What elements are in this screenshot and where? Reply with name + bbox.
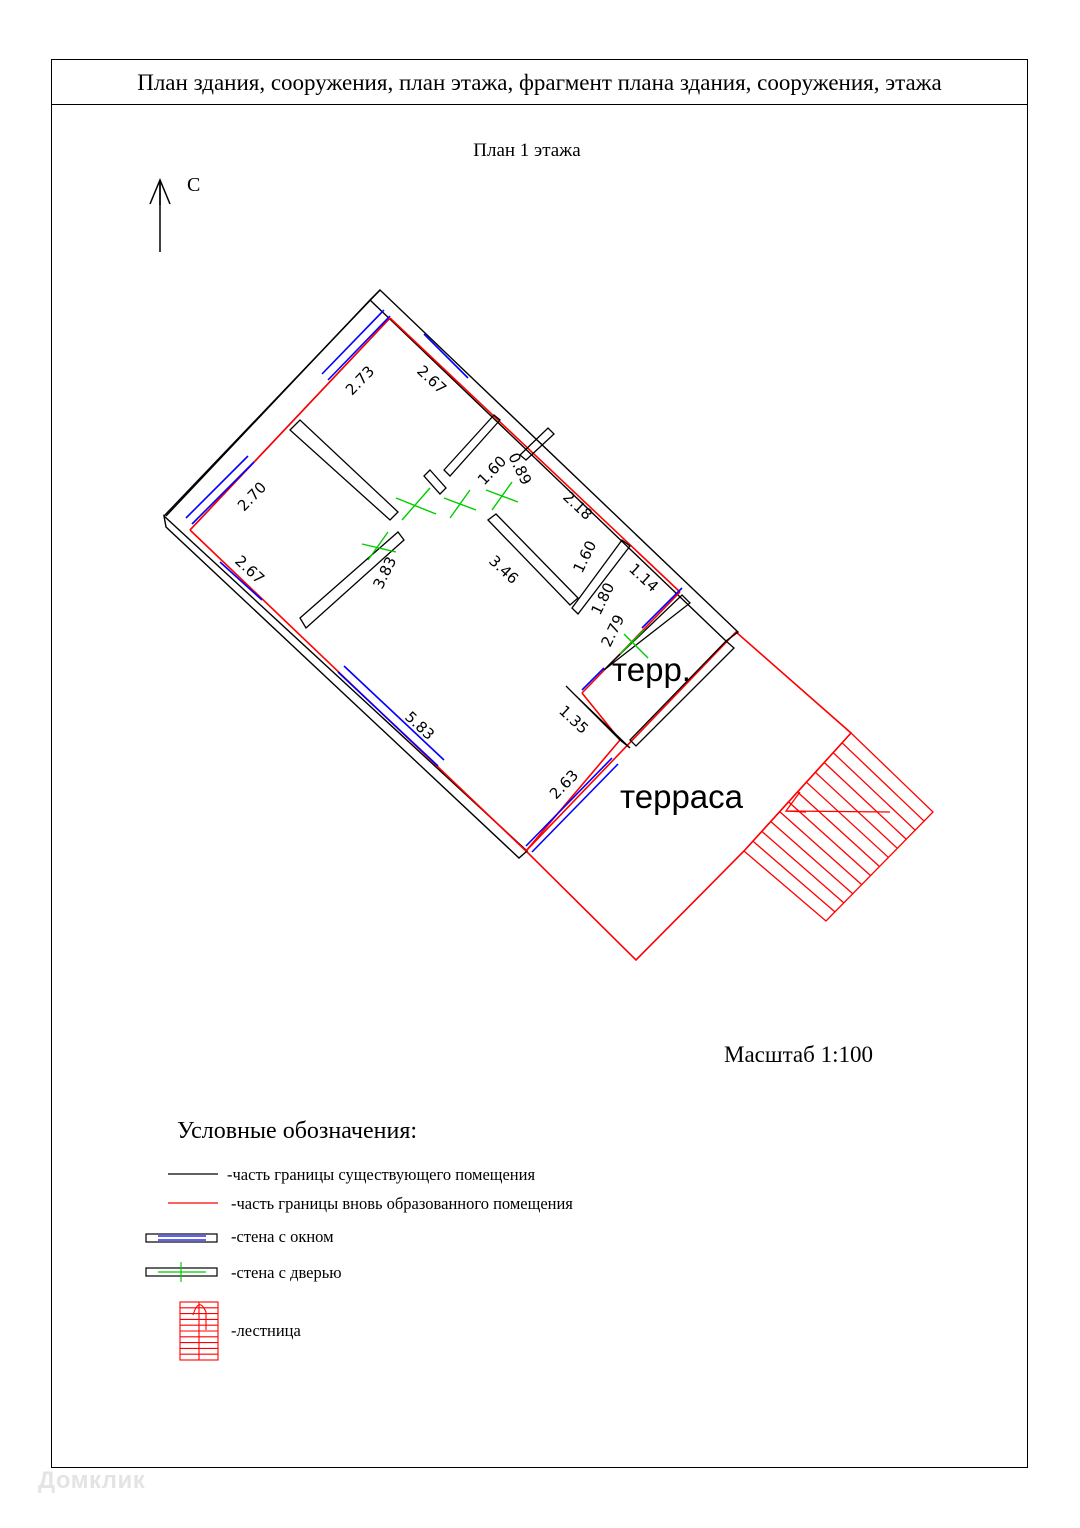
legend-window-icon: [146, 1234, 217, 1242]
dim-label: 5.83: [401, 707, 438, 744]
dim-label: 3.46: [485, 551, 522, 588]
dim-label: 0.89: [504, 449, 536, 488]
legend-item-door: -стена с дверью: [231, 1263, 342, 1282]
dim-label: 3.83: [369, 553, 401, 592]
dim-label: 2.67: [231, 551, 268, 588]
dim-label: 1.35: [555, 701, 592, 738]
dim-label: 1.14: [625, 559, 662, 596]
dim-label: 2.79: [597, 611, 629, 650]
dim-label: 2.70: [233, 478, 271, 515]
legend-item-new: -часть границы вновь образованного помещения: [231, 1194, 573, 1213]
dim-label: 2.67: [413, 361, 450, 398]
legend-symbols: [146, 1174, 218, 1360]
dim-label: 2.18: [559, 487, 596, 524]
legend-title: Условные обозначения:: [177, 1118, 418, 1144]
stair-tread: [762, 831, 844, 903]
legend-item-window: -стена с окном: [231, 1227, 334, 1246]
dim-label: 1.60: [473, 452, 511, 489]
scale-label: Масштаб 1:100: [724, 1042, 873, 1067]
watermark-logo: Домклик: [38, 1467, 146, 1494]
plan-subtitle: План 1 этажа: [473, 140, 581, 161]
legend-item-stair: -лестница: [231, 1321, 301, 1340]
legend-item-existing: -часть границы существующего помещения: [227, 1165, 536, 1184]
stair-tread: [771, 822, 853, 894]
stair-tread: [780, 812, 862, 885]
dim-label: 2.73: [341, 362, 379, 399]
legend-door-icon: [146, 1262, 217, 1282]
terrace-stair: [744, 733, 933, 921]
dim-label: 2.63: [545, 766, 583, 803]
room-label-terrace-small: терр.: [612, 651, 691, 688]
north-arrow-icon: [150, 180, 170, 252]
dim-label: 1.60: [569, 537, 601, 576]
stair-tread: [753, 841, 835, 912]
sheet-title: План здания, сооружения, план этажа, фрагмент плана здания, сооружения, этажа: [137, 70, 942, 95]
dimension-labels: [231, 362, 662, 803]
room-label-terrace: терраса: [620, 778, 744, 815]
north-label: С: [187, 174, 201, 196]
legend-stair-icon: [180, 1302, 218, 1360]
dim-label: 1.80: [587, 579, 619, 618]
